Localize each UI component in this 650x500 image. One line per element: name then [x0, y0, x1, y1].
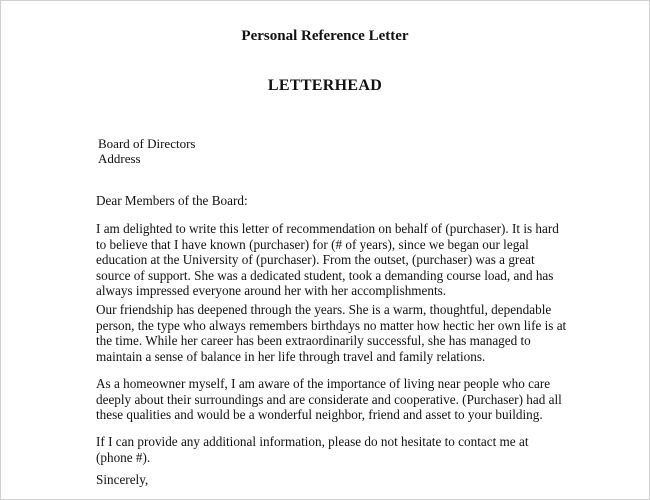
paragraph-line: always impressed everyone around her with her accomplishments.: [96, 283, 447, 298]
paragraph-line: person, the type who always remembers birthdays no matter how hectic her own life is at: [96, 317, 567, 333]
paragraph-contact: [96, 434, 556, 465]
paragraph-line: education at the University of (purchaser). From the outset, (purchaser) was a great: [96, 252, 535, 267]
closing-text: Sincerely,: [96, 472, 149, 487]
paragraph-line: As a homeowner myself, I am aware of the importance of living near people who care: [96, 376, 551, 391]
salutation: [96, 193, 556, 209]
salutation-text: Dear Members of the Board:: [96, 193, 248, 208]
paragraph-line: maintain a sense of balance in her life through travel and family relations.: [96, 348, 486, 364]
recipient-block: [98, 136, 195, 166]
recipient-name: Board of Directors: [98, 136, 196, 151]
paragraph-line: Our friendship has deepened through the years. She is a warm, thoughtful, dependable: [96, 302, 552, 317]
closing: [96, 472, 556, 488]
paragraph-recommendation: [96, 221, 559, 299]
recipient-address: Address: [98, 151, 141, 166]
paragraph-line: the time. While her career has been extraordinarily successful, she has managed to: [96, 333, 531, 348]
paragraph-line: deeply about their surroundings and are considerate and cooperative. (Purchaser) had all: [96, 391, 562, 407]
paragraph-line: I am delighted to write this letter of recommendation on behalf of (purchaser). It is hard: [96, 221, 559, 236]
paragraph-homeowner: [96, 376, 562, 423]
paragraph-line: source of support. She was a dedicated student, took a demanding course load, and has: [96, 267, 554, 283]
letterhead: LETTERHEAD: [267, 77, 383, 94]
paragraph-line: these qualities and would be a wonderful neighbor, friend and asset to your building.: [96, 407, 543, 422]
paragraph-line: If I can provide any additional information, please do not hesitate to contact me at: [96, 434, 529, 449]
paragraph-friendship: [96, 302, 567, 364]
paragraph-line: (phone #).: [96, 449, 151, 465]
paragraph-line: to believe that I have known (purchaser) for (# of years), since we began our legal: [96, 236, 529, 252]
document-title: Personal Reference Letter: [241, 28, 409, 44]
